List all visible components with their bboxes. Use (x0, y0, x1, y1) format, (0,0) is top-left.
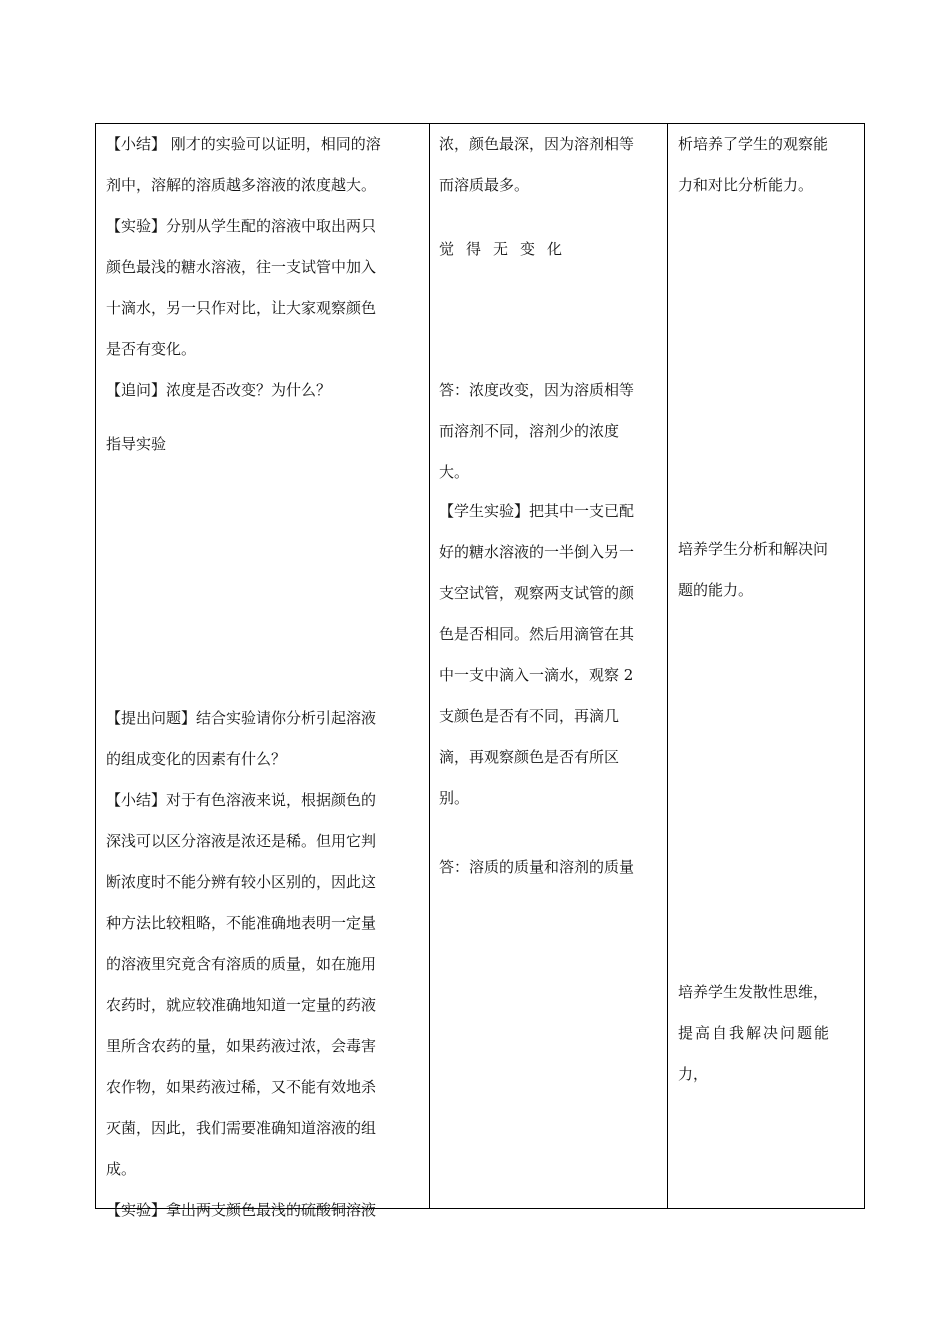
text-line: 好的糖水溶液的一半倒入另一 (439, 543, 635, 561)
text-line: 指导实验 (106, 435, 167, 453)
text-line: 培养学生分析和解决问 (678, 540, 829, 558)
text-line: 剂中，溶解的溶质越多溶液的浓度越大。 (106, 176, 377, 194)
text-line: 的溶液里究竟含有溶质的质量，如在施用 (106, 955, 377, 973)
summary-paragraph-2 (106, 780, 376, 1190)
text-line: 答：溶质的质量和溶剂的质量 (439, 858, 635, 876)
text-line: 答：浓度改变，因为溶质相等 (439, 381, 635, 399)
follow-up-question (106, 370, 331, 411)
text-line: 农作物，如果药液过稀，又不能有效地杀 (106, 1078, 377, 1096)
text-line: 颜色最浅的糖水溶液，往一支试管中加入 (106, 258, 377, 276)
intent-paragraph (678, 124, 828, 206)
text-line: 培养学生发散性思维， (678, 983, 829, 1001)
text-line: 觉得无变化 (439, 240, 575, 258)
text-line: 题的能力。 (678, 581, 754, 599)
text-line: 而溶质最多。 (439, 176, 530, 194)
text-line: 农药时，就应较准确地知道一定量的药液 (106, 996, 377, 1014)
intent-paragraph-2 (678, 529, 828, 611)
text-line: 【小结】对于有色溶液来说，根据颜色的 (106, 791, 377, 809)
text-line: 成。 (106, 1160, 137, 1178)
text-line: 十滴水，另一只作对比，让大家观察颜色 (106, 299, 377, 317)
text-line: 【实验】拿出两支颜色最浅的硫酸铜溶液 (106, 1201, 377, 1219)
text-line: 而溶剂不同，溶剂少的浓度 (439, 422, 620, 440)
column-divider (429, 124, 430, 1208)
text-line: 支空试管，观察两支试管的颜 (439, 584, 635, 602)
text-line: 【提出问题】结合实验请你分析引起溶液 (106, 709, 377, 727)
raise-question-paragraph (106, 698, 376, 780)
text-line: 力和对比分析能力。 (678, 176, 814, 194)
text-line: 浓，颜色最深，因为溶剂相等 (439, 135, 635, 153)
text-line: 【学生实验】把其中一支已配 (439, 502, 635, 520)
text-line: 的组成变化的因素有什么？ (106, 750, 287, 768)
text-line: 【追问】浓度是否改变？为什么？ (106, 381, 332, 399)
text-line: 支颜色是否有不同，再滴几 (439, 707, 620, 725)
text-line: 深浅可以区分溶液是浓还是稀。但用它判 (106, 832, 377, 850)
observation-paragraph (439, 229, 574, 270)
text-line: 滴，再观察颜色是否有所区 (439, 748, 620, 766)
text-line: 提高自我解决问题能 (678, 1024, 832, 1042)
text-line: 是否有变化。 (106, 340, 197, 358)
summary-paragraph (106, 124, 381, 206)
text-line: 中一支中滴入一滴水，观察 2 (439, 666, 634, 684)
intent-paragraph-3 (678, 972, 831, 1095)
text-line: 【实验】分别从学生配的溶液中取出两只 (106, 217, 377, 235)
text-line: 断浓度时不能分辨有较小区别的，因此这 (106, 873, 377, 891)
text-line: 色是否相同。然后用滴管在其 (439, 625, 635, 643)
text-line: 种方法比较粗略，不能准确地表明一定量 (106, 914, 377, 932)
text-line: 大。 (439, 463, 470, 481)
text-line: 灭菌，因此，我们需要准确知道溶液的组 (106, 1119, 377, 1137)
answer-paragraph-3 (439, 847, 634, 888)
lesson-table (95, 123, 865, 1219)
column-divider (667, 124, 668, 1208)
experiment-paragraph-2 (106, 1190, 376, 1231)
text-line: 里所含农药的量，如果药液过浓，会毒害 (106, 1037, 377, 1055)
experiment-paragraph (106, 206, 376, 370)
text-line: 别。 (439, 789, 470, 807)
guide-experiment (106, 424, 166, 465)
text-line: 【小结】 刚才的实验可以证明，相同的溶 (106, 135, 381, 153)
answer-paragraph-2 (439, 370, 634, 493)
student-experiment-paragraph (439, 491, 634, 819)
text-line: 力， (678, 1065, 709, 1083)
answer-paragraph (439, 124, 634, 206)
text-line: 析培养了学生的观察能 (678, 135, 829, 153)
